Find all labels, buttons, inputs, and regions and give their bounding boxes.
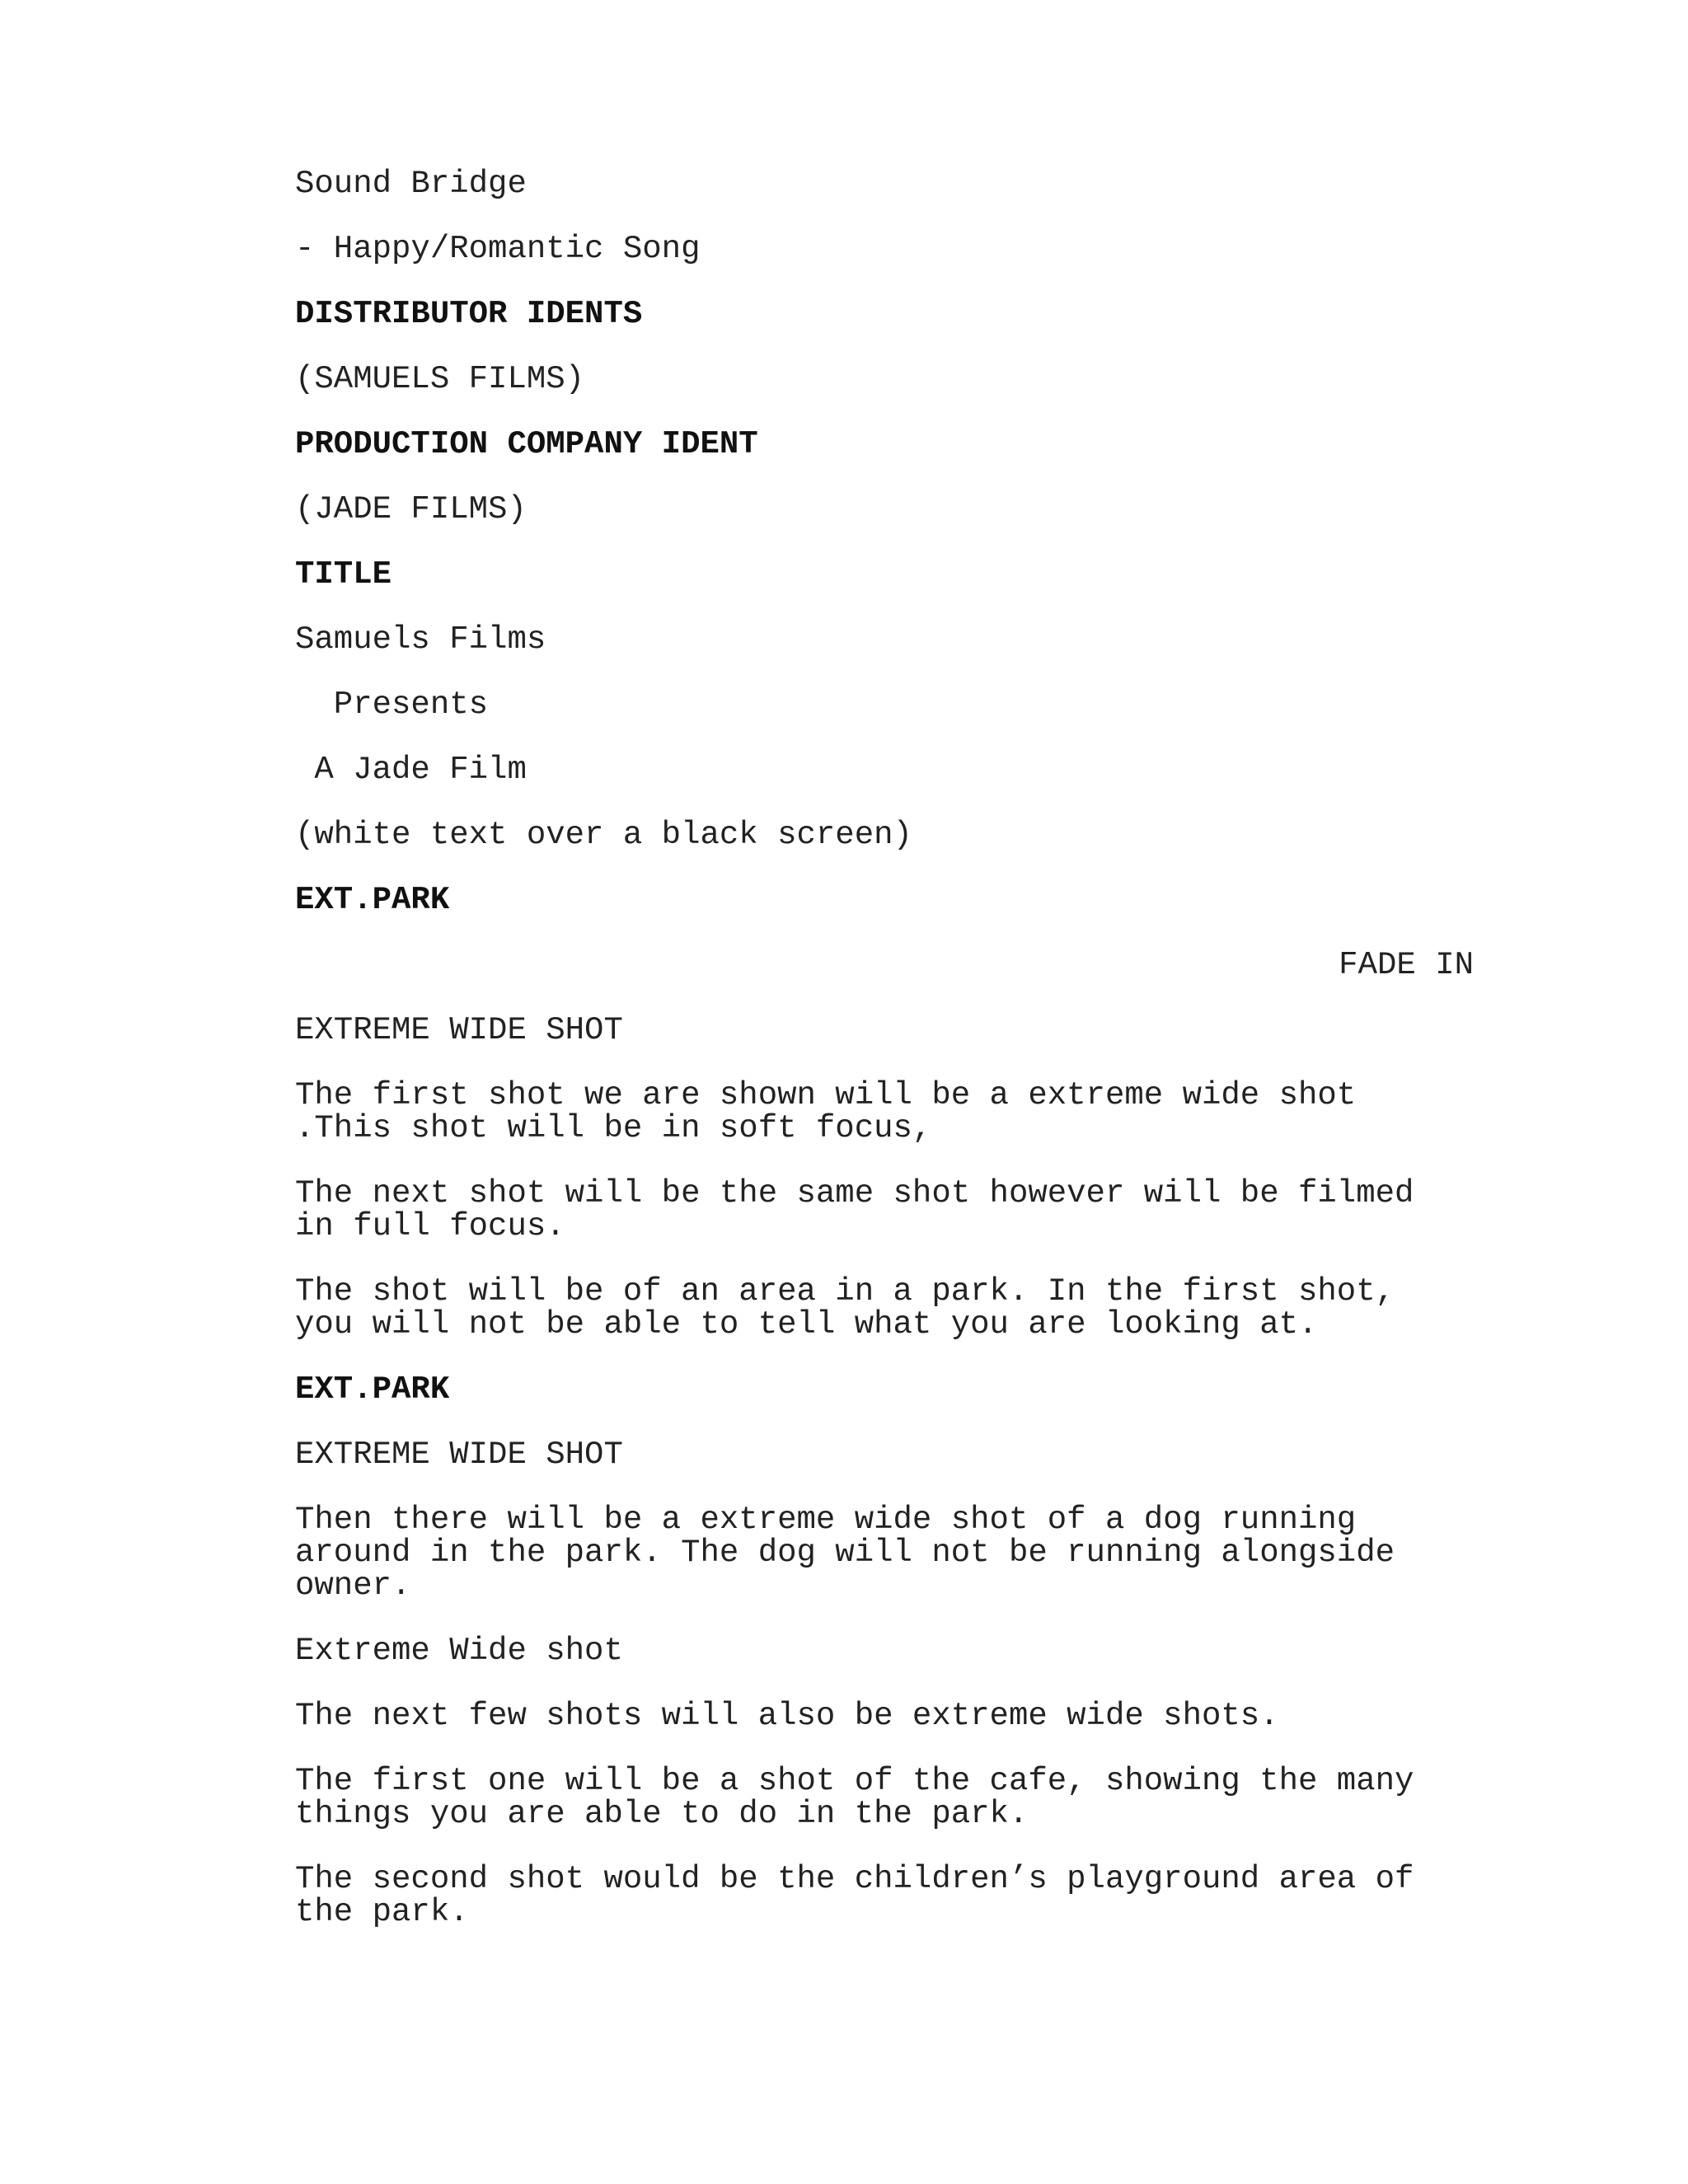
shot-direction-2: EXTREME WIDE SHOT	[295, 1436, 623, 1473]
action-paragraph-2: The next shot will be the same shot however will be filmed in full focus.	[295, 1175, 1414, 1244]
action-paragraph-5: The next few shots will also be extreme wide shots.	[295, 1698, 1279, 1734]
scene-heading-2: EXT.PARK	[295, 1371, 450, 1408]
title-note: (white text over a black screen)	[295, 817, 912, 853]
action-paragraph-4: Then there will be a extreme wide shot of a dog running around in the park. The dog will not be running alongside owner.	[295, 1502, 1395, 1604]
scene-heading-1: EXT.PARK	[295, 882, 450, 918]
action-paragraph-7: The second shot would be the children’s playground area of the park.	[295, 1861, 1414, 1930]
distributor-name: (SAMUELS FILMS)	[295, 361, 585, 397]
title-line-1: Samuels Films	[295, 621, 546, 658]
production-heading: PRODUCTION COMPANY IDENT	[295, 426, 758, 462]
shot-direction-1: EXTREME WIDE SHOT	[295, 1012, 623, 1048]
script-page	[295, 167, 1474, 1929]
action-paragraph-1: The first shot we are shown will be a extreme wide shot .This shot will be in soft focus,	[295, 1077, 1357, 1146]
sound-bridge-label: Sound Bridge	[295, 166, 527, 202]
distributor-heading: DISTRIBUTOR IDENTS	[295, 296, 643, 332]
transition-fade-in: FADE IN	[1339, 947, 1474, 983]
title-line-2: Presents	[295, 687, 489, 723]
title-line-3: A Jade Film	[295, 752, 527, 788]
song-note: - Happy/Romantic Song	[295, 231, 701, 267]
shot-direction-3: Extreme Wide shot	[295, 1633, 623, 1669]
action-paragraph-6: The first one will be a shot of the cafe, showing the many things you are able to do in the park.	[295, 1763, 1414, 1832]
production-name: (JADE FILMS)	[295, 491, 527, 527]
title-heading: TITLE	[295, 556, 392, 593]
action-paragraph-3: The shot will be of an area in a park. In the first shot, you will not be able to tell what you are looking at.	[295, 1273, 1395, 1343]
